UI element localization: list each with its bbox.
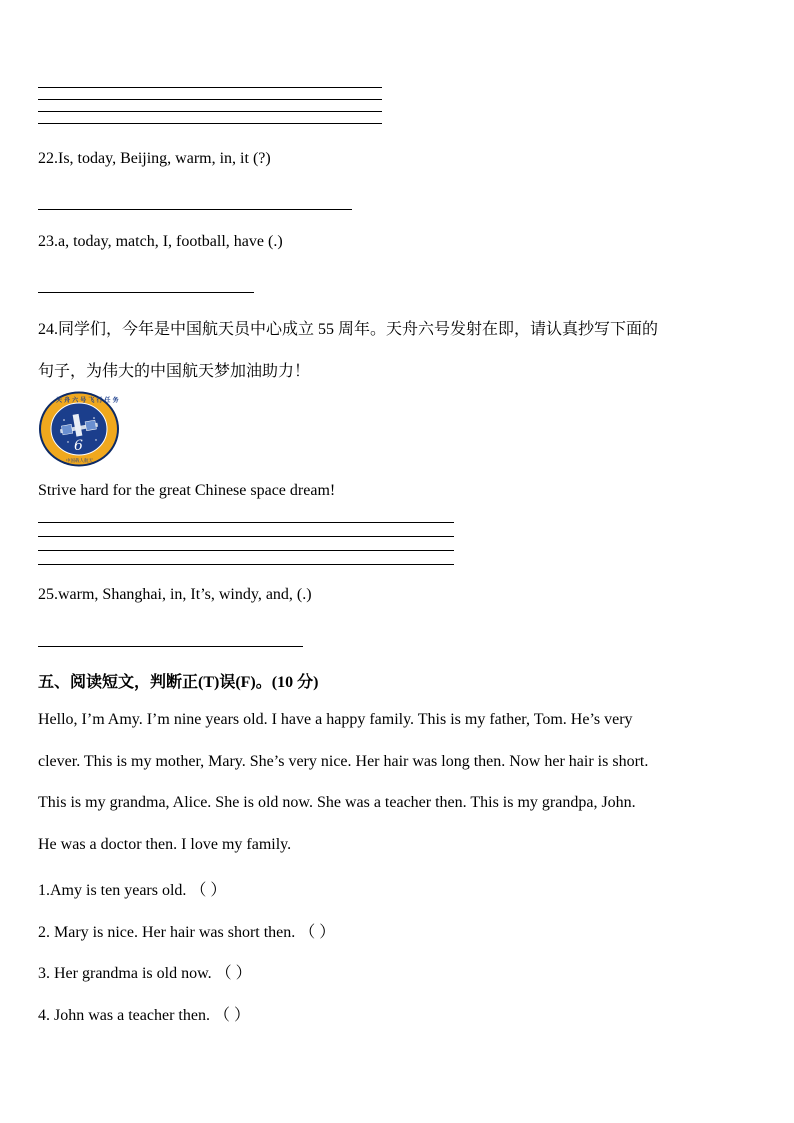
passage-line: Hello, I’m Amy. I’m nine years old. I have a happy family. This is my father, Tom. He’s very <box>38 711 633 728</box>
question-25: 25.warm, Shanghai, in, It’s, windy, and, (.) <box>38 586 312 603</box>
svg-text:天 舟 六 号 飞 行 任 务: 天 舟 六 号 飞 行 任 务 <box>56 397 119 404</box>
answer-line <box>38 87 382 88</box>
svg-text:6: 6 <box>74 438 83 454</box>
section-5-title: 五、阅读短文，判断正(T)误(F)。(10 分) <box>38 674 319 691</box>
copy-line <box>38 522 454 523</box>
question-23: 23.a, today, match, I, football, have (.) <box>38 233 283 250</box>
copy-line <box>38 564 454 565</box>
answer-line-25 <box>38 646 303 647</box>
passage-line: He was a doctor then. I love my family. <box>38 836 292 853</box>
question-24-line2: 句子，为伟大的中国航天梦加油助力！ <box>38 363 311 380</box>
passage-line: This is my grandma, Alice. She is old now. She was a teacher then. This is my grandpa, John. <box>38 794 636 811</box>
answer-line <box>38 111 382 112</box>
question-22: 22.Is, today, Beijing, warm, in, it (?) <box>38 150 271 167</box>
judge-item-4: 4. John was a teacher then. （ ） <box>38 1007 250 1024</box>
judge-item-1: 1.Amy is ten years old. （ ） <box>38 882 227 899</box>
answer-line-22 <box>38 209 352 210</box>
judge-item-2: 2. Mary is nice. Her hair was short then. （ ） <box>38 924 336 941</box>
svg-text:中国载人航天: 中国载人航天 <box>66 459 93 464</box>
mission-logo-icon <box>38 390 120 468</box>
copy-line <box>38 550 454 551</box>
answer-line-23 <box>38 292 254 293</box>
judge-item-3: 3. Her grandma is old now. （ ） <box>38 965 252 982</box>
copy-sentence: Strive hard for the great Chinese space dream! <box>38 482 336 499</box>
answer-line <box>38 99 382 100</box>
copy-line <box>38 536 454 537</box>
passage-line: clever. This is my mother, Mary. She’s very nice. Her hair was long then. Now her hair is short. <box>38 753 649 770</box>
answer-line <box>38 123 382 124</box>
question-24-line1: 24.同学们，今年是中国航天员中心成立 55 周年。天舟六号发射在即，请认真抄写下面的 <box>38 321 659 338</box>
